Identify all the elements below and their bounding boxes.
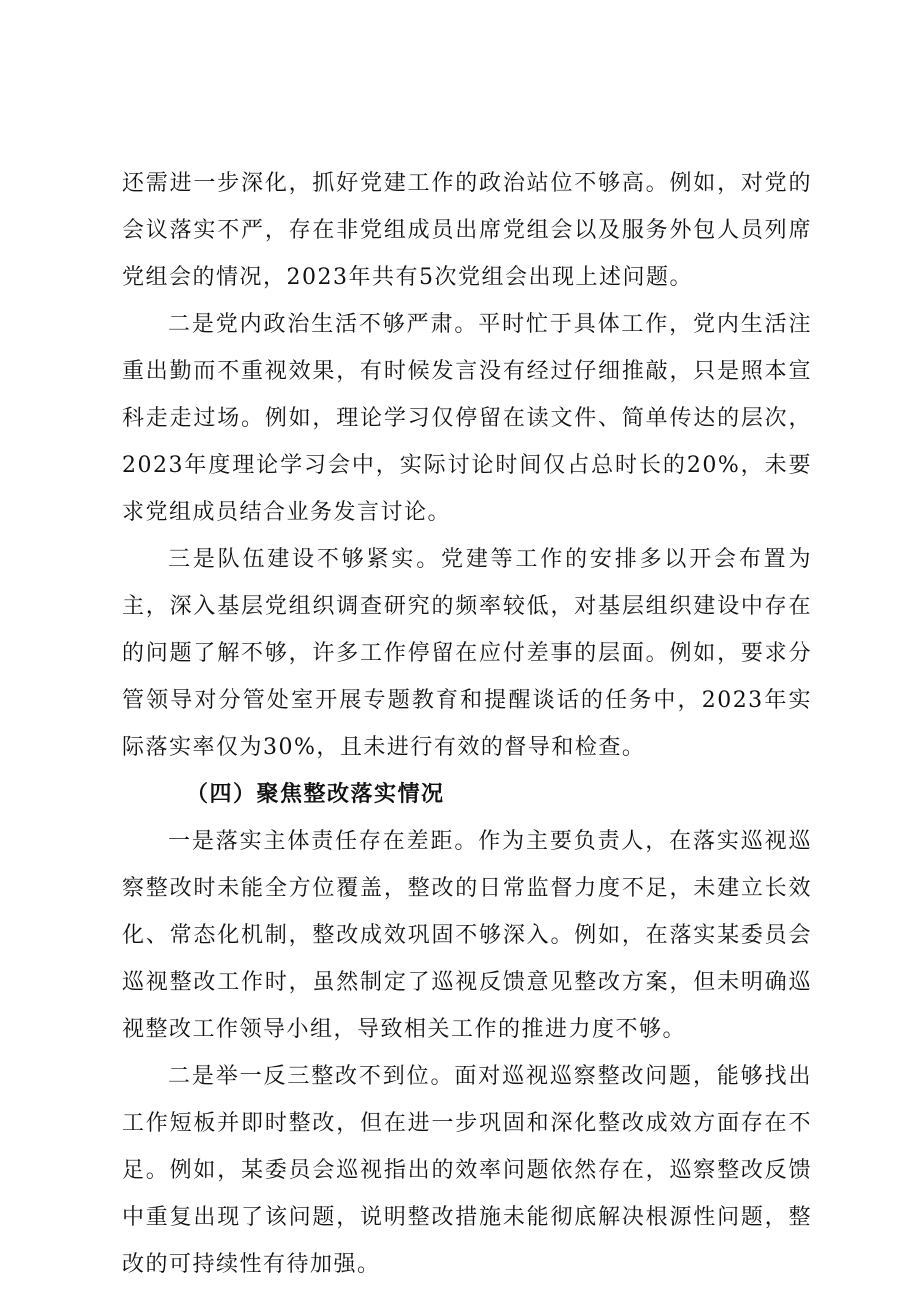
paragraph-political-life: 二是党内政治生活不够严肃。平时忙于具体工作，党内生活注重出勤而不重视效果，有时候发言没有经过仔细推敲，只是照本宣科走走过场。例如，理论学习仅停留在读文件、简单传达的层次，2023年度理论学习会中，实际讨论时间仅占总时长的20%，未要求党组成员结合业务发言讨论。 <box>122 312 812 525</box>
paragraph-main-responsibility: 一是落实主体责任存在差距。作为主要负责人，在落实巡视巡察整改时未能全方位覆盖，整改的日常监督力度不足，未建立长效化、常态化机制，整改成效巩固不够深入。例如，在落实某委员会巡视整改工作时，虽然制定了巡视反馈意见整改方案，但未明确巡视整改工作领导小组，导致相关工作的推进力度不够。 <box>122 829 812 1042</box>
document-body <box>122 160 812 1288</box>
section-heading: （四）聚焦整改落实情况 <box>186 781 445 807</box>
paragraph-team-building: 三是队伍建设不够紧实。党建等工作的安排多以开会布置为主，深入基层党组织调查研究的频率较低，对基层组织建设中存在的问题了解不够，许多工作停留在应付差事的层面。例如，要求分管领导对分管处室开展专题教育和提醒谈话的任务中，2023年实际落实率仅为30%，且未进行有效的督导和检查。 <box>122 547 812 760</box>
paragraph-continued: 还需进一步深化，抓好党建工作的政治站位不够高。例如，对党的会议落实不严，存在非党组成员出席党组会以及服务外包人员列席党组会的情况，2023年共有5次党组会出现上述问题。 <box>122 171 812 290</box>
paragraph-rectification: 二是举一反三整改不到位。面对巡视巡察整改问题，能够找出工作短板并即时整改，但在进一步巩固和深化整改成效方面存在不足。例如，某委员会巡视指出的效率问题依然存在，巡察整改反馈中重复出现了该问题，说明整改措施未能彻底解决根源性问题，整改的可持续性有待加强。 <box>122 1064 812 1277</box>
